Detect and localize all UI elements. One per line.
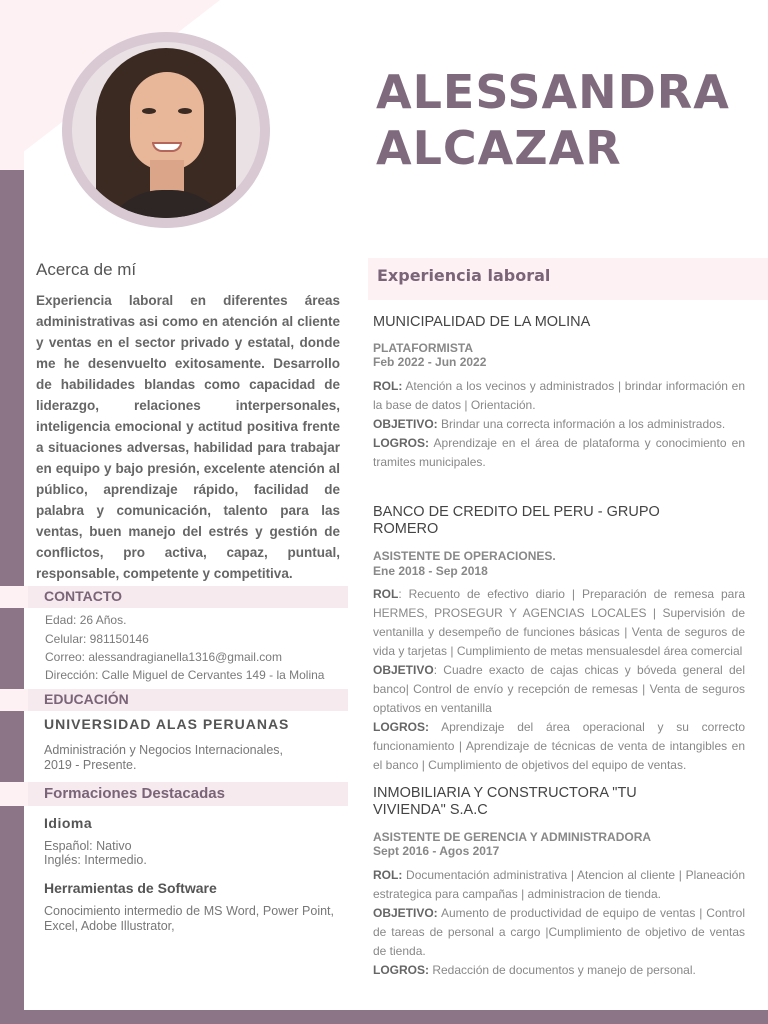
job-3-date: Sept 2016 - Agos 2017: [373, 844, 500, 858]
job-3-rol: Documentación administrativa | Atencion al cliente | Planeación estrategica para campañas | administracion de tienda.: [373, 868, 745, 901]
tools-text: Conocimiento intermedio de MS Word, Power Point, Excel, Adobe Illustrator,: [44, 904, 334, 933]
job-1-company: MUNICIPALIDAD DE LA MOLINA: [373, 314, 591, 330]
job-2-company: BANCO DE CREDITO DEL PERU - GRUPO ROMERO: [373, 504, 660, 537]
job-2-role: ASISTENTE DE OPERACIONES.: [373, 549, 556, 563]
job-1-rol-label: ROL:: [373, 379, 403, 393]
job-3-log-label: LOGROS:: [373, 963, 429, 977]
job-3-obj-label: OBJETIVO:: [373, 906, 438, 920]
job-2-rol-label: ROL: [373, 587, 399, 601]
job-1-rol: Atención a los vecinos y administrados | brindar información en la base de datos | Orientación.: [373, 379, 746, 412]
job-2-log: Aprendizaje del área operacional y su correcto funcionamiento | Aprendizaje de técnicas de venta de intangibles en el banco | Cumplimiento de objetivos del equipo de ventas.: [373, 720, 745, 772]
job-1-details: [373, 377, 745, 472]
contact-title: CONTACTO: [44, 588, 123, 604]
education-degree: Administración y Negocios Internacionales, 2019 - Presente.: [44, 743, 284, 772]
job-3-role: ASISTENTE DE GERENCIA Y ADMINISTRADORA: [373, 830, 652, 844]
bottom-bar: [24, 1010, 768, 1024]
tools-title: Herramientas de Software: [44, 880, 217, 896]
language-title: Idioma: [44, 815, 93, 831]
education-title: EDUCACIÓN: [44, 691, 129, 707]
language-spanish: Español: Nativo: [44, 839, 132, 853]
about-text: Experiencia laboral en diferentes áreas administrativas asi como en atención al cliente y ventas en el sector privado y estatal, donde me he desenvuelto exitosamente. Desarrollo de habilidades blandas como capacidad de liderazgo, relaciones interpersonales, inteligencia emocional y actitud positiva frente a situaciones adversas, habilidad para trabajar en equipo y bajo presión, excelente atención al público, aprendizaje rápido, facilidad de palabra y comunicación, talento para las ventas, buen manejo del estrés y gestión de conflictos, pro activa, capaz, puntual, responsable, competente y competitiva.: [36, 293, 340, 581]
job-3-company: INMOBILIARIA Y CONSTRUCTORA "TU VIVIENDA" S.A.C: [373, 785, 637, 818]
job-2-details: [373, 585, 745, 775]
job-1-role: PLATAFORMISTA: [373, 341, 473, 355]
contact-phone: Celular: 981150146: [45, 632, 149, 646]
job-1-obj-label: OBJETIVO:: [373, 417, 438, 431]
job-2-obj: : Cuadre exacto de cajas chicas y bóveda general del banco| Control de envío y recepción de remesas | Venta de seguros optativos en ventanilla: [373, 663, 745, 715]
job-3-details: [373, 866, 745, 980]
job-3-obj: Aumento de productividad de equipo de ventas | Control de tareas de personal a cargo |Cumplimiento de objetivo de ventas de tienda.: [373, 906, 745, 958]
experience-title: Experiencia laboral: [377, 266, 551, 285]
training-title: Formaciones Destacadas: [44, 785, 225, 802]
first-name: ALESSANDRA: [376, 65, 730, 119]
contact-age: Edad: 26 Años.: [45, 613, 127, 627]
about-title: Acerca de mí: [36, 260, 137, 279]
last-name: ALCAZAR: [376, 121, 622, 175]
job-1-log: Aprendizaje en el área de plataforma y conocimiento en tramites municipales.: [373, 436, 746, 469]
education-school: UNIVERSIDAD ALAS PERUANAS: [44, 716, 290, 732]
job-2-log-label: LOGROS:: [373, 720, 429, 734]
job-2-obj-label: OBJETIVO: [373, 663, 434, 677]
job-1-obj: Brindar una correcta información a los administrados.: [441, 417, 726, 431]
language-english: Inglés: Intermedio.: [44, 853, 147, 867]
job-3-rol-label: ROL:: [373, 868, 403, 882]
job-2-date: Ene 2018 - Sep 2018: [373, 564, 488, 578]
contact-email: Correo: alessandragianella1316@gmail.com: [45, 650, 282, 664]
job-1-date: Feb 2022 - Jun 2022: [373, 355, 487, 369]
profile-photo: [72, 42, 260, 218]
contact-address: Dirección: Calle Miguel de Cervantes 149 - la Molina: [45, 668, 325, 682]
job-2-rol: : Recuento de efectivo diario | Preparación de remesa para HERMES, PROSEGUR Y AGENCIAS LOCALES | Supervisión de ventanilla y desempeño de funciones básicas | Venta de seguros de vida y tarjetas | Cumplimiento de metas mensualesdel área comercial: [373, 587, 745, 658]
job-1-log-label: LOGROS:: [373, 436, 429, 450]
job-3-log: Redacción de documentos y manejo de personal.: [432, 963, 696, 977]
full-name: [376, 64, 730, 176]
